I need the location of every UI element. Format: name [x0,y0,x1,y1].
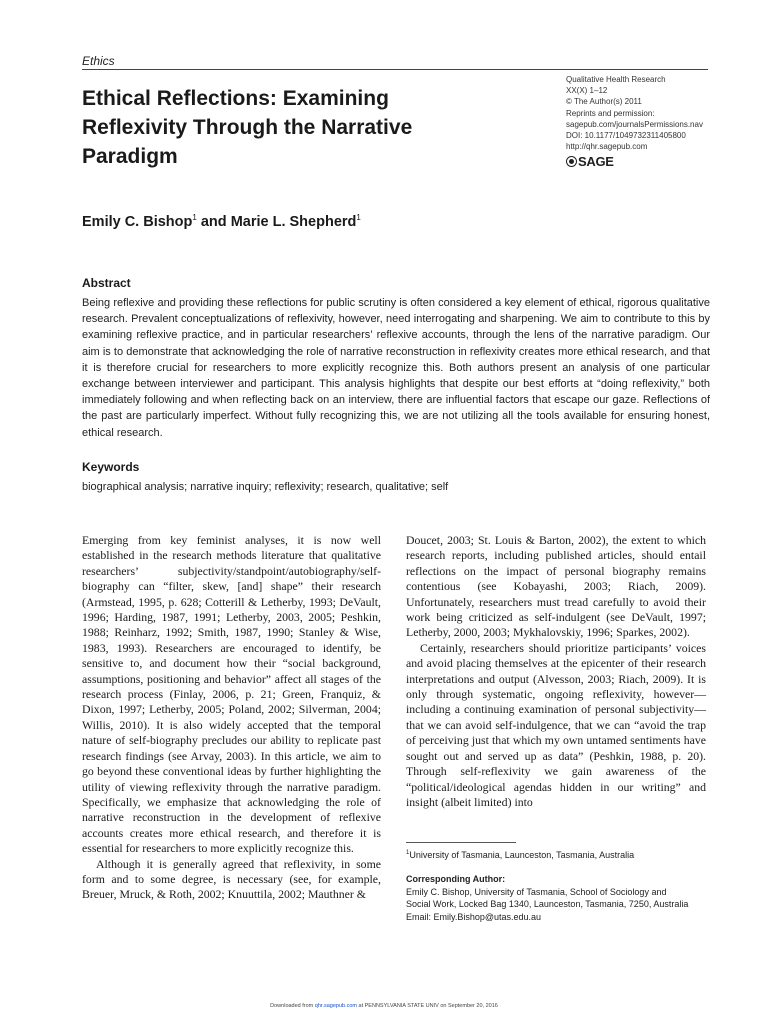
author-1-affiliation-mark: 1 [192,213,197,222]
affiliation-footnote [406,850,634,860]
copyright: © The Author(s) 2011 [566,97,642,107]
body-column-right [406,533,706,810]
body-paragraph: Although it is generally agreed that reflexivity, in some form and to some degree, is necessary (see, for example, Breuer, Mruck, & Roth, 2002; Knuuttila, 2002; Mauthner & [82,856,381,902]
abstract-text: Being reflexive and providing these reflections for public scrutiny is often considered a key element of ethical, rigorous qualitative research. Prevalent conceptualizations of reflexivity, however, need interrogating and sharpening. We aim to contribute to this by examining reflexive practice, and in particular researchers’ reflexive accounts, through the lens of the narrative paradigm. Our aim is to demonstrate that acknowledging the role of narrative reconstruction in reflexivity creates more ethical research, and that it is therefore crucial for researchers to more explicitly recognize this. Both authors present an analysis of one particular exchange between interviewer and participant. This analysis highlights that despite our best efforts at “doing reflexivity,” both immediately following and when reflecting back on an interview, there are influential factors that escape our gaze. Reflections of the past are particularly imperfect. Without fully recognizing this, we are not utilizing all the tools available for ensuring honest, ethical research. [82,297,710,439]
author-1: Emily C. Bishop [82,214,193,230]
keywords-heading: Keywords [82,460,140,474]
volume-pages: XX(X) 1–12 [566,86,608,96]
footnote-rule [406,842,516,843]
publisher-name: SAGE [578,154,614,169]
keywords-text: biographical analysis; narrative inquiry; reflexivity; research, qualitative; self [82,481,449,493]
publisher-logo [566,154,614,169]
journal-url[interactable]: http://qhr.sagepub.com [566,142,648,152]
body-column-left [82,533,381,903]
affiliation-text: University of Tasmania, Launceston, Tasmania, Australia [409,850,635,860]
article-title: Ethical Reflections: Examining Reflexivity Through the Narrative Paradigm [82,87,413,168]
corresponding-author [406,873,711,923]
doi[interactable]: DOI: 10.1177/1049732311405800 [566,131,686,141]
author-line [82,213,361,230]
journal-name: Qualitative Health Research [566,75,666,84]
body-paragraph: Emerging from key feminist analyses, it is now well established in the research methods literature that qualitative researchers’ subjectivity/standpoint/autobiography/self-biography can “filter, skew, [and] shape” their research (Armstead, 1995, p. 628; Cotterill & Letherby, 1993; DeVault, 1996; Harding, 1987, 1991; Letherby, 2003, 2005; Peshkin, 1988; Reinharz, 1992; Smith, 1987, 1990; Stanley & Wise, 1983, 1993). Researchers are encouraged to identify, be sensitive to, and document how their “social background, assumptions, positioning and behavior” affect all stages of the research process (Finlay, 2006, p. 21; Green, Franquiz, & Dixon, 1997; Letherby, 2005; Poland, 2002; Silverman, 2004; Willis, 2010). It is also widely accepted that the temporal nature of self-biography precludes our ability to replicate past research findings (see Arvay, 2003). In this article, we aim to go beyond these conventional ideas by further highlighting the utility of viewing reflexivity through the narrative paradigm. Specifically, we emphasize that acknowledging the role of narrative reconstruction in the development of reflexive accounts creates more ethical research, and therefore it is essential for researchers to more explicitly recognize this. [82,533,381,856]
section-label: Ethics [82,54,115,68]
corresponding-heading: Corresponding Author: [406,874,506,884]
author-connector: and [196,214,231,230]
body-paragraph: Doucet, 2003; St. Louis & Barton, 2002), the extent to which research reports, including published articles, should entail reflections on the impact of personal biography remains contentious (see Kobayashi, 2003; Riach, 2009). Unfortunately, researchers must tread carefully to avoid their work being criticized as self-indulgent (see DeVault, 1997; Letherby, 2000, 2003; Mykhalovskiy, 1996; Sparkes, 2002). [406,533,706,640]
sage-logo-icon [566,156,577,167]
affiliation-mark: 1 [406,850,410,856]
permissions-link[interactable]: sagepub.com/journalsPermissions.nav [566,119,703,129]
download-link[interactable]: qhr.sagepub.com [314,1003,357,1009]
abstract-heading: Abstract [82,276,131,290]
author-2: Marie L. Shepherd [230,214,357,230]
body-paragraph: Certainly, researchers should prioritize participants’ voices and avoid placing themselves at the epicenter of their research interpretations and output (Alvesson, 2003; Riach, 2009). It is only through systematic, ongoing reflexivity, however—including a continuing examination of personal subjectivity—that we can avoid self-indulgence, that we can “avoid the trap of perceiving just that which my own untamed sentiments have sought out and served up as data” (Peshkin, 1988, p. 20). Through self-reflexivity we gain awareness of the “political/ideological agendas hidden in our writing” and insight (albeit limited) into [406,640,706,809]
corresponding-line: Emily C. Bishop, University of Tasmania, School of Sociology and [406,886,667,897]
download-prefix: Downloaded from [270,1003,315,1009]
journal-meta [566,74,716,152]
download-suffix: at PENNSYLVANIA STATE UNIV on September 20, 2016 [357,1003,498,1009]
download-notice [0,1003,768,1009]
header-rule [82,69,708,70]
corresponding-email[interactable]: Email: Emily.Bishop@utas.edu.au [406,911,542,922]
reprints-label: Reprints and permission: [566,108,655,118]
corresponding-line: Social Work, Locked Bag 1340, Launceston, Tasmania, 7250, Australia [406,899,689,909]
author-2-affiliation-mark: 1 [356,213,361,222]
